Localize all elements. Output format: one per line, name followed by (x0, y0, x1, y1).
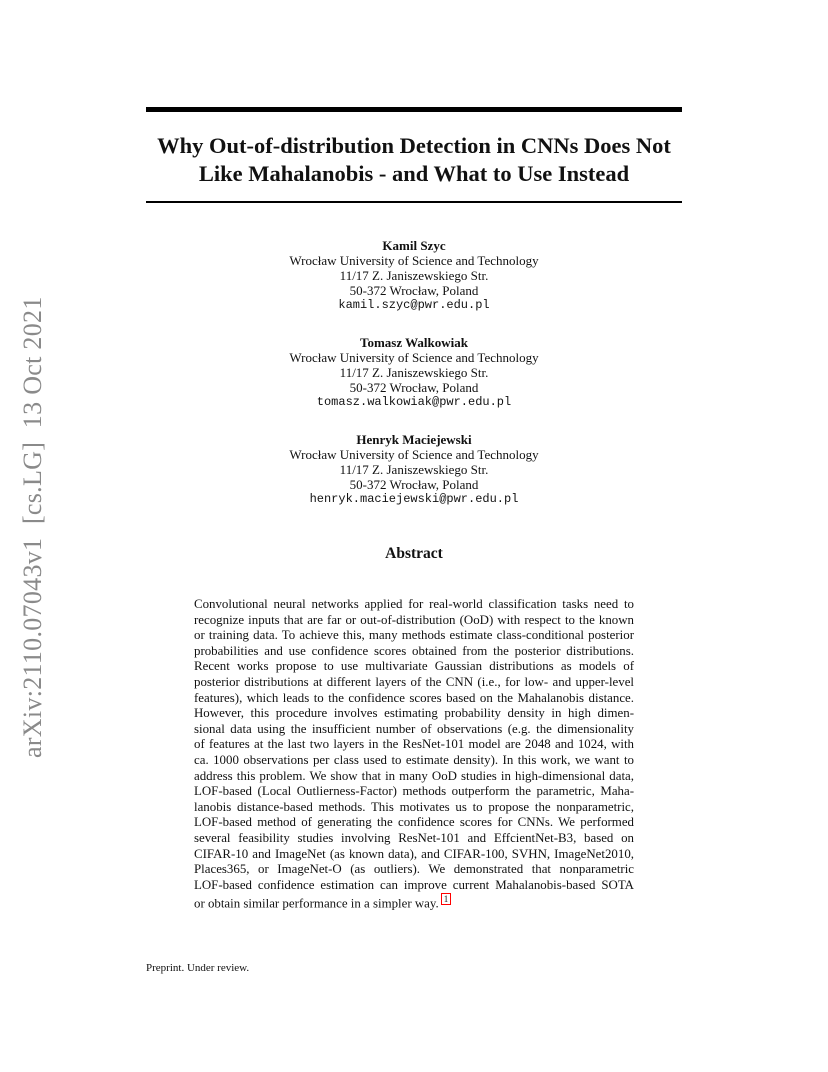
abstract-line: several feasibility studies involving ResNet-101 and EffcientNet-B3, based on (194, 830, 634, 845)
paper-title (146, 132, 682, 188)
abstract-line: Convolutional neural networks applied for real-world classification tasks need to (194, 597, 634, 611)
author-city: 50-372 Wrocław, Poland (349, 380, 479, 395)
title-bottom-rule (146, 201, 682, 203)
abstract-last-line (194, 893, 634, 912)
paper-title-line-2: Like Mahalanobis - and What to Use Instead (198, 161, 630, 186)
abstract-heading: Abstract (385, 545, 443, 562)
abstract-line: However, this procedure involves estimating probability density in high dimen- (194, 706, 634, 721)
author-affiliation: Wrocław University of Science and Technology (289, 350, 539, 365)
preprint-footer: Preprint. Under review. (146, 962, 250, 974)
abstract-line: of features at the last two layers in the ResNet-101 model are 2048 and 1024, with (194, 737, 634, 752)
author-name: Tomasz Walkowiak (359, 335, 468, 350)
abstract-line: CIFAR-10 and ImageNet (as known data), and CIFAR-100, SVHN, ImageNet2010, (194, 846, 634, 861)
abstract-body (194, 597, 634, 912)
abstract-line: features), which leads to the confidence scores based on the Mahalanobis distance. (194, 690, 634, 705)
abstract-line: probabilities and use confidence scores obtained from the posterior distributions. (194, 643, 634, 658)
abstract-line: LOF-based confidence estimation can improve current Mahalanobis-based SOTA (194, 877, 634, 892)
abstract-line: recognize inputs that are far or out-of-distribution (OoD) with respect to the known (194, 612, 634, 627)
paper-title-line-1: Why Out-of-distribution Detection in CNNs Does Not (157, 133, 671, 158)
author-affiliation: Wrocław University of Science and Technology (289, 253, 539, 268)
abstract-line: ca. 1000 observations per class used to estimate density). In this work, we want to (194, 752, 634, 767)
author-name: Kamil Szyc (382, 238, 446, 253)
author-city: 50-372 Wrocław, Poland (349, 283, 479, 298)
author-street: 11/17 Z. Janiszewskiego Str. (339, 268, 489, 283)
title-top-rule (146, 107, 682, 112)
abstract-line: address this problem. We show that in many OoD studies in high-dimensional data, (194, 768, 634, 783)
author-entry (146, 432, 682, 507)
abstract-line: LOF-based method of generating the confidence scores for CNNs. We performed (194, 815, 634, 830)
abstract-line: sional data using the insufficient number of observations (e.g. the dimensionality (194, 721, 634, 736)
author-entry (146, 238, 682, 313)
abstract-line: Recent works propose to use multivariate Gaussian distributions as models of (194, 659, 634, 674)
author-street: 11/17 Z. Janiszewskiego Str. (339, 365, 489, 380)
abstract-line: or training data. To achieve this, many methods estimate class-conditional posterior (194, 628, 634, 643)
author-name: Henryk Maciejewski (356, 432, 472, 447)
author-email[interactable]: tomasz.walkowiak@pwr.edu.pl (316, 395, 512, 409)
abstract-line: LOF-based (Local Outlierness-Factor) methods outperform the parametric, Maha- (194, 784, 634, 799)
author-block (146, 238, 682, 529)
abstract-line: Places365, or ImageNet-O (as outliers). We demonstrated that nonparametric (194, 862, 634, 877)
author-city: 50-372 Wrocław, Poland (349, 477, 479, 492)
abstract-line: posterior distributions at different layers of the CNN (i.e., for low- and upper-level (194, 674, 634, 689)
author-entry (146, 335, 682, 410)
abstract-line: or obtain similar performance in a simpler way. (194, 896, 439, 911)
author-street: 11/17 Z. Janiszewskiego Str. (339, 462, 489, 477)
abstract-line: lanobis distance-based methods. This motivates us to propose the nonparametric, (194, 799, 634, 814)
author-email[interactable]: kamil.szyc@pwr.edu.pl (338, 298, 490, 312)
footnote-link[interactable]: 1 (441, 893, 452, 905)
arxiv-identifier-stamp: arXiv:2110.07043v1 [cs.LG] 13 Oct 2021 (18, 296, 47, 758)
author-affiliation: Wrocław University of Science and Technology (289, 447, 539, 462)
author-email[interactable]: henryk.maciejewski@pwr.edu.pl (309, 492, 519, 506)
